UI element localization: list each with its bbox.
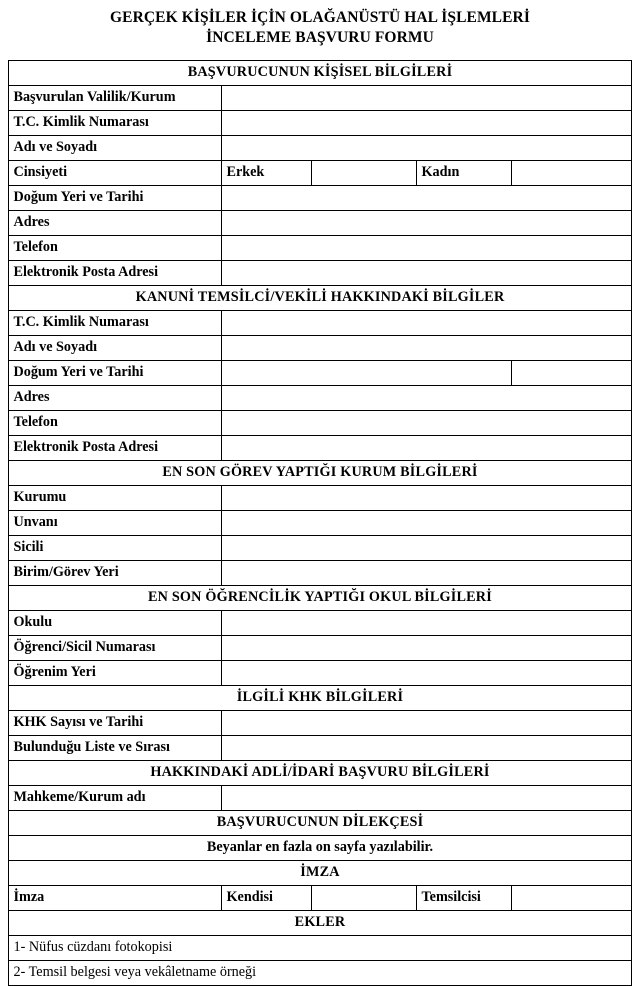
table-row xyxy=(9,735,631,760)
table-row xyxy=(9,485,631,510)
attachment-item-1: 1- Nüfus cüzdanı fotokopisi xyxy=(9,935,631,960)
table-row xyxy=(9,135,631,160)
label-signature-rep: Temsilcisi xyxy=(417,885,512,910)
table-row xyxy=(9,110,631,135)
section-judicial-title: HAKKINDAKİ ADLİ/İDARİ BAŞVURU BİLGİLERİ xyxy=(9,760,631,785)
label-student-registry-no: Öğrenci/Sicil Numarası xyxy=(9,635,222,660)
table-row xyxy=(9,210,631,235)
section-personal-title: BAŞVURUCUNUN KİŞİSEL BİLGİLERİ xyxy=(9,60,631,85)
field-education-place[interactable] xyxy=(222,660,631,685)
attachment-item-2: 2- Temsil belgesi veya vekâletname örneği xyxy=(9,960,631,985)
section-representative-title: KANUNİ TEMSİLCİ/VEKİLİ HAKKINDAKİ BİLGİLER xyxy=(9,285,631,310)
label-gender-female: Kadın xyxy=(417,160,512,185)
section-header-row xyxy=(9,60,631,85)
page-title-line2: İNCELEME BAŞVURU FORMU xyxy=(206,28,434,46)
field-institution[interactable] xyxy=(222,485,631,510)
label-rep-phone: Telefon xyxy=(9,410,222,435)
field-rep-email[interactable] xyxy=(222,435,631,460)
label-khk-number-date: KHK Sayısı ve Tarihi xyxy=(9,710,222,735)
label-name-surname: Adı ve Soyadı xyxy=(9,135,222,160)
table-row xyxy=(9,360,631,385)
label-rep-birth-place-date: Doğum Yeri ve Tarihi xyxy=(9,360,222,385)
field-signature-rep[interactable] xyxy=(512,885,631,910)
section-header-row xyxy=(9,585,631,610)
table-row xyxy=(9,385,631,410)
label-gender: Cinsiyeti xyxy=(9,160,222,185)
label-rep-tc-id: T.C. Kimlik Numarası xyxy=(9,310,222,335)
field-rep-birth-place[interactable] xyxy=(222,360,512,385)
label-rep-name-surname: Adı ve Soyadı xyxy=(9,335,222,360)
field-signature-self[interactable] xyxy=(312,885,417,910)
table-row xyxy=(9,660,631,685)
field-school[interactable] xyxy=(222,610,631,635)
field-khk-number-date[interactable] xyxy=(222,710,631,735)
field-rep-address[interactable] xyxy=(222,385,631,410)
table-row xyxy=(9,710,631,735)
label-court-institution: Mahkeme/Kurum adı xyxy=(9,785,222,810)
label-gender-male: Erkek xyxy=(222,160,312,185)
field-court-institution[interactable] xyxy=(222,785,631,810)
label-signature-row: İmza xyxy=(9,885,222,910)
table-row xyxy=(9,410,631,435)
label-address: Adres xyxy=(9,210,222,235)
section-header-row xyxy=(9,685,631,710)
table-row xyxy=(9,260,631,285)
table-row xyxy=(9,235,631,260)
label-institution-applied: Başvurulan Valilik/Kurum xyxy=(9,85,222,110)
label-signature-self: Kendisi xyxy=(222,885,312,910)
label-unit-duty-place: Birim/Görev Yeri xyxy=(9,560,222,585)
section-last-duty-title: EN SON GÖREV YAPTIĞI KURUM BİLGİLERİ xyxy=(9,460,631,485)
table-row xyxy=(9,835,631,860)
field-rep-phone[interactable] xyxy=(222,410,631,435)
page-title-line1: GERÇEK KİŞİLER İÇİN OLAĞANÜSTÜ HAL İŞLEMLERİ xyxy=(110,9,530,26)
section-petition-title: BAŞVURUCUNUN DİLEKÇESİ xyxy=(9,810,631,835)
field-rep-birth-date[interactable] xyxy=(512,360,631,385)
field-rep-name-surname[interactable] xyxy=(222,335,631,360)
section-header-row xyxy=(9,910,631,935)
field-rep-tc-id[interactable] xyxy=(222,310,631,335)
application-form-table xyxy=(8,60,631,986)
label-email: Elektronik Posta Adresi xyxy=(9,260,222,285)
field-gender-male[interactable] xyxy=(312,160,417,185)
list-item xyxy=(9,960,631,985)
table-row xyxy=(9,85,631,110)
label-title-rank: Unvanı xyxy=(9,510,222,535)
field-gender-female[interactable] xyxy=(512,160,631,185)
label-registry: Sicili xyxy=(9,535,222,560)
label-education-place: Öğrenim Yeri xyxy=(9,660,222,685)
section-last-school-title: EN SON ÖĞRENCİLİK YAPTIĞI OKUL BİLGİLERİ xyxy=(9,585,631,610)
field-tc-id[interactable] xyxy=(222,110,631,135)
field-registry[interactable] xyxy=(222,535,631,560)
label-phone: Telefon xyxy=(9,235,222,260)
field-student-registry-no[interactable] xyxy=(222,635,631,660)
field-institution-applied[interactable] xyxy=(222,85,631,110)
section-attachments-title: EKLER xyxy=(9,910,631,935)
table-row xyxy=(9,310,631,335)
table-row xyxy=(9,185,631,210)
section-header-row xyxy=(9,285,631,310)
section-signature-title: İMZA xyxy=(9,860,631,885)
field-birth-place-date[interactable] xyxy=(222,185,631,210)
label-school: Okulu xyxy=(9,610,222,635)
petition-note: Beyanlar en fazla on sayfa yazılabilir. xyxy=(9,835,631,860)
field-phone[interactable] xyxy=(222,235,631,260)
page-title xyxy=(36,8,604,48)
list-item xyxy=(9,935,631,960)
label-rep-address: Adres xyxy=(9,385,222,410)
field-name-surname[interactable] xyxy=(222,135,631,160)
label-birth-place-date: Doğum Yeri ve Tarihi xyxy=(9,185,222,210)
section-header-row xyxy=(9,860,631,885)
table-row xyxy=(9,785,631,810)
table-row xyxy=(9,610,631,635)
field-title-rank[interactable] xyxy=(222,510,631,535)
table-row xyxy=(9,535,631,560)
table-row xyxy=(9,435,631,460)
field-address[interactable] xyxy=(222,210,631,235)
table-row xyxy=(9,885,631,910)
field-email[interactable] xyxy=(222,260,631,285)
section-header-row xyxy=(9,760,631,785)
form-page xyxy=(0,8,640,980)
table-row xyxy=(9,510,631,535)
table-row xyxy=(9,560,631,585)
field-unit-duty-place[interactable] xyxy=(222,560,631,585)
field-list-order[interactable] xyxy=(222,735,631,760)
table-row xyxy=(9,160,631,185)
section-header-row xyxy=(9,810,631,835)
section-khk-title: İLGİLİ KHK BİLGİLERİ xyxy=(9,685,631,710)
label-rep-email: Elektronik Posta Adresi xyxy=(9,435,222,460)
label-tc-id: T.C. Kimlik Numarası xyxy=(9,110,222,135)
section-header-row xyxy=(9,460,631,485)
table-row xyxy=(9,335,631,360)
label-institution: Kurumu xyxy=(9,485,222,510)
table-row xyxy=(9,635,631,660)
label-list-order: Bulunduğu Liste ve Sırası xyxy=(9,735,222,760)
